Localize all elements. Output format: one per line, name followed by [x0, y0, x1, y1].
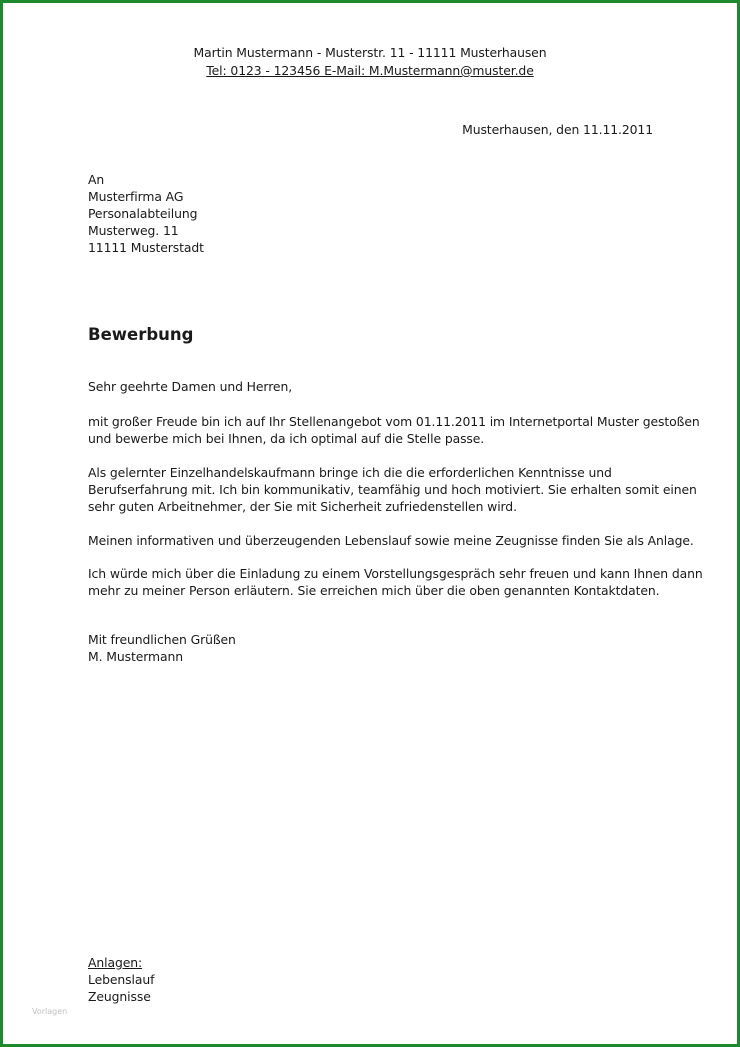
- sender-contact-line: [3, 62, 737, 79]
- attachment-item: Zeugnisse: [88, 989, 151, 1004]
- body-paragraph-2-line-1: Als gelernter Einzelhandelskaufmann bringe ich die die erforderlichen Kenntnisse und: [88, 465, 612, 480]
- sender-address-line: Martin Mustermann - Musterstr. 11 - 11111 Musterhausen: [193, 45, 547, 60]
- sender-contact-text: Tel: 0123 - 123456 E-Mail: M.Mustermann@muster.de: [206, 63, 534, 78]
- recipient-city: 11111 Musterstadt: [88, 240, 204, 255]
- body-paragraph-1-line-1: mit großer Freude bin ich auf Ihr Stellenangebot vom 01.11.2011 im Internetportal Muster gestoßen: [88, 414, 700, 429]
- date-line: Musterhausen, den 11.11.2011: [462, 122, 653, 137]
- body-paragraph-2-line-3: sehr guten Arbeitnehmer, der Sie mit Sicherheit zufriedenstellen wird.: [88, 499, 517, 514]
- letter-subject: Bewerbung: [88, 325, 194, 344]
- closing-greeting: Mit freundlichen Grüßen: [88, 632, 236, 647]
- body-paragraph-1-line-2: und bewerbe mich bei Ihnen, da ich optimal auf die Stelle passe.: [88, 431, 485, 446]
- body-paragraph-3-line-1: Meinen informativen und überzeugenden Lebenslauf sowie meine Zeugnisse finden Sie als Anlage.: [88, 533, 694, 548]
- attachments-heading: Anlagen:: [88, 955, 143, 970]
- salutation: Sehr geehrte Damen und Herren,: [88, 379, 293, 394]
- signature-name: M. Mustermann: [88, 649, 183, 664]
- watermark-text: Vorlagen: [32, 1007, 68, 1016]
- recipient-department: Personalabteilung: [88, 206, 198, 221]
- body-paragraph-4-line-1: Ich würde mich über die Einladung zu einem Vorstellungsgespräch sehr freuen und kann Ihnen dann: [88, 566, 703, 581]
- recipient-prefix: An: [88, 172, 105, 187]
- body-paragraph-2-line-2: Berufserfahrung mit. Ich bin kommunikativ, teamfähig und hoch motiviert. Sie erhalten somit einen: [88, 482, 697, 497]
- recipient-company: Musterfirma AG: [88, 189, 184, 204]
- body-paragraph-4-line-2: mehr zu meiner Person erläutern. Sie erreichen mich über die oben genannten Kontaktdaten.: [88, 583, 660, 598]
- recipient-street: Musterweg. 11: [88, 223, 179, 238]
- attachment-item: Lebenslauf: [88, 972, 155, 987]
